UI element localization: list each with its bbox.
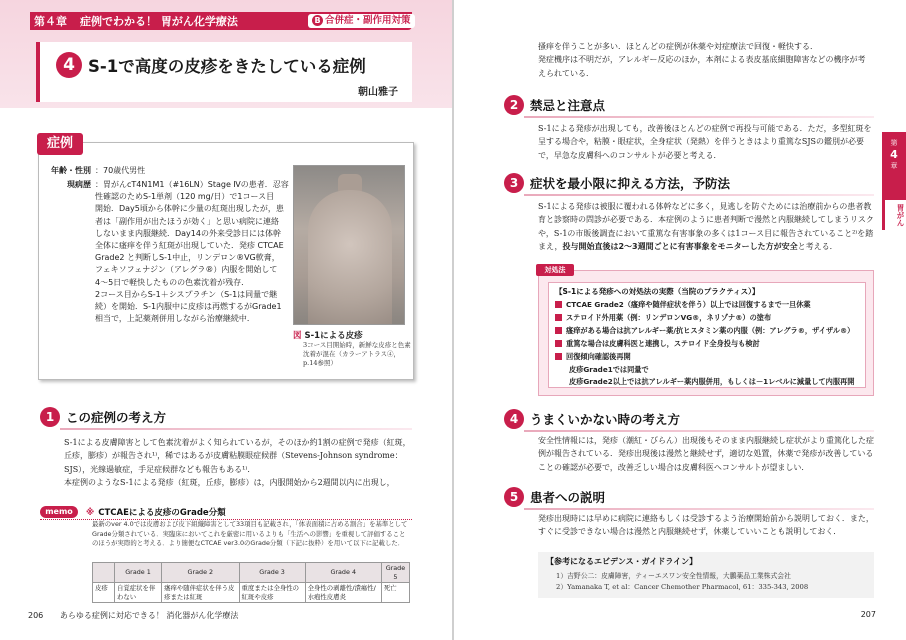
treatment-tag: 対処法 xyxy=(536,264,574,276)
section-5-heading xyxy=(504,486,874,510)
left-page xyxy=(0,0,452,640)
section-5-number: 5 xyxy=(504,487,524,507)
rash-photo xyxy=(293,165,405,325)
bullet-square-icon xyxy=(555,353,562,360)
section-1-number: 1 xyxy=(40,407,60,427)
side-tab-small-top: 第 xyxy=(890,139,898,147)
section-3-text xyxy=(538,200,874,254)
list-item xyxy=(555,326,854,336)
treatment-item-text: CTCAE Grade2（瘙痒や随伴症状を伴う）以上では回復するまで一旦休薬 xyxy=(566,300,811,309)
references-heading: 【参考になるエビデンス・ガイドライン】 xyxy=(546,557,698,566)
treatment-item-text: 回復傾向確認後再開 xyxy=(566,352,631,361)
history-line: 2コース目からS-1＋シスプラチン（S-1は同量で継 xyxy=(95,289,278,299)
grade-cell: 瘙痒や随伴症状を伴う皮疹または紅斑 xyxy=(162,583,239,603)
side-tab-chapter: 4 xyxy=(890,148,898,161)
memo-box xyxy=(40,506,412,608)
page-title: S-1で高度の皮疹をきたしている症例 xyxy=(88,57,366,76)
treatment-heading: 【S-1による発疹への対処法の実際（当院のプラクティス）】 xyxy=(555,287,760,296)
memo-title-text: CTCAEによる皮疹のGrade分類 xyxy=(98,508,226,518)
section-5-title: 患者への説明 xyxy=(530,490,606,505)
section-4-number: 4 xyxy=(504,409,524,429)
section-1-title: この症例の考え方 xyxy=(66,410,167,425)
memo-tag: memo xyxy=(40,506,78,518)
grade-cell: 自覚症状を伴わない xyxy=(115,583,162,603)
section-4-title: うまくいかない時の考え方 xyxy=(530,412,681,427)
section-3-number: 3 xyxy=(504,173,524,193)
list-item xyxy=(555,339,760,349)
side-tab-label: 胃がん xyxy=(882,200,906,230)
treatment-subitem: 皮疹Grade2以上では抗アレルギー薬内服併用，もしくは－1レベルに減量して内服再開 xyxy=(569,377,855,386)
page-number-right: 207 xyxy=(860,610,876,619)
grade-table-header xyxy=(93,563,410,583)
history-line: 続）を開始．S-1内服中に皮疹は再燃するがGrade1 xyxy=(95,302,282,312)
chapter-header-band xyxy=(0,0,452,108)
section-2-heading xyxy=(504,94,874,118)
section-b-badge xyxy=(308,14,415,28)
section-5-text: 発疹出現時には早めに病院に連絡もしくは受診するよう治療開始前から説明しておく．また，すぐに受診できない場合は漫然と内服継続せず，休薬していいことも説明しておく． xyxy=(538,514,874,537)
case-history-key: 現病歴 xyxy=(67,180,91,189)
history-line: 開始．Day5頃から体幹に少量の紅斑出現したが，患 xyxy=(95,204,284,214)
case-box xyxy=(38,136,414,380)
section-4-text: 安全性情報には，発疹（潮紅・びらん）出現後もそのまま内服継続し症状がより重篤化した症例が報告されている．発疹出現後は漫然と継続せず，適切な処置，休薬で発疹が改善していることの確認が必要で，改善乏しい場合は皮膚科医へコンサルトが望ましい． xyxy=(538,436,874,472)
history-line: フェキソフェナジン（アレグラ®）内服を開始して xyxy=(95,265,278,275)
history-line: 性確認のためS-1単剤（120 mg/日）で1コース目 xyxy=(95,192,275,202)
intro-line: えられている． xyxy=(538,68,594,78)
references-box xyxy=(538,552,874,598)
treatment-item-text: ステロイド外用薬（例：リンデロンVG®，ネリゾナ®）の塗布 xyxy=(566,313,772,322)
grade-header-cell: Grade 3 xyxy=(239,563,305,583)
figure-mark: 図 xyxy=(293,331,302,341)
section-1-paragraph-2: 本症例のようなS-1による発疹（紅斑，丘疹，膨疹）は，内服開始から2週間以内に出現し， xyxy=(64,478,395,487)
history-line: 者は「副作用が出たほうが効く」と思い病院に連絡 xyxy=(95,216,279,226)
intro-line: 搔痒を伴うことが多い．ほとんどの症例が休薬や対症療法で回復・軽快する． xyxy=(538,42,818,51)
history-line: 全体に瘙痒を伴う紅斑が出現していた．発疹 CTCAE xyxy=(95,241,284,251)
history-line: しないまま内服継続．Day14の外来受診日には体幹 xyxy=(95,228,281,238)
section-2-rule xyxy=(524,116,874,118)
author-name: 朝山雅子 xyxy=(358,87,398,98)
figure-label xyxy=(293,329,363,341)
history-line: Grade2 と判断しS-1中止，リンデロン®VG軟膏， xyxy=(95,253,280,263)
bullet-square-icon xyxy=(555,340,562,347)
case-age-key: 年齢・性別 xyxy=(51,166,91,175)
section-5-rule xyxy=(524,508,874,510)
right-page xyxy=(454,0,906,640)
case-tag: 症例 xyxy=(37,133,83,155)
case-age-value: ：70歳代男性 xyxy=(95,166,146,175)
grade-cell: 死亡 xyxy=(381,583,409,603)
reference-item: 1）吉野公二：皮膚障害，ティーエスワン安全性情報，大鵬薬品工業株式会社 xyxy=(556,572,791,580)
treatment-list xyxy=(548,282,866,388)
section-3-heading xyxy=(504,172,874,196)
photo-torso xyxy=(308,190,392,325)
figure-caption: 3コース目開始時，新鮮な皮疹と色素沈着が混在（カラーアトラス④，p.14参照） xyxy=(303,341,411,367)
treatment-subitem: 皮疹Grade1では同量で xyxy=(569,365,649,374)
section-4-heading xyxy=(504,408,874,432)
list-item xyxy=(555,313,771,323)
figure-label-text: S-1による皮疹 xyxy=(304,331,363,341)
list-item xyxy=(555,300,811,310)
grade-row-label: 皮疹 xyxy=(93,583,115,603)
history-line: 4～5日で軽快したものの色素沈着が残存． xyxy=(95,277,250,287)
title-number: 4 xyxy=(56,52,82,78)
grade-cell: 全身性の剥離性/潰瘍性/水疱性皮膚炎 xyxy=(305,583,381,603)
grade-header-cell xyxy=(93,563,115,583)
history-line: 相当で，上記薬剤併用しながら治療継続中． xyxy=(95,314,255,324)
case-history-text xyxy=(95,179,291,325)
reference-item: 2）Yamanaka T, et al：Cancer Chemother Pharmacol, 61：335-343, 2008 xyxy=(556,583,809,591)
chapter-label: 第４章 xyxy=(34,15,67,28)
section-3-text-end: と考える． xyxy=(797,242,838,252)
memo-body: 最新のver 4.0では皮膚および皮下組織障害として33項目も記載され，「体表面積に占める割合」を基準としてGrade分類されている．実臨床においてこれを厳密に用いるよりも「生活への影響」を重視して評価することのほうが実際的と考える．より簡便なCTCAE ver3.0のGrade分類（下記に抜粋）を用いて以下に記載した． xyxy=(92,520,408,548)
section-1-rule xyxy=(60,428,412,430)
history-line: ：胃がんcT4N1M1（#16LN）Stage Ⅳの患者．忍容 xyxy=(95,180,289,189)
footer-book-title: あらゆる症例に対応できる！ 消化器がん化学療法 xyxy=(59,611,239,620)
title-card xyxy=(36,42,412,102)
grade-header-cell: Grade 2 xyxy=(162,563,239,583)
bullet-square-icon xyxy=(555,301,562,308)
treatment-item-text: 瘙痒がある場合は抗アレルギー薬/抗ヒスタミン薬の内服（例：アレグラ®，ザイザル®） xyxy=(566,326,855,335)
section-2-number: 2 xyxy=(504,95,524,115)
left-footer xyxy=(28,610,238,621)
table-row xyxy=(93,583,410,603)
section-1-heading xyxy=(40,406,412,430)
section-3-rule xyxy=(524,194,874,196)
grade-cell: 重度または全身性の紅斑や皮疹 xyxy=(239,583,305,603)
section-2-text: S-1による発疹が出現しても，改善後ほとんどの症例で再投与可能である．ただ，多型紅斑を呈する場合や，粘膜・眼症状，全身症状（発熱）を伴うときはより重篤なSJSの鑑別が必要で，早急な皮膚科へのコンサルトが必要と考える． xyxy=(538,124,872,160)
intro-text xyxy=(538,40,874,80)
section-2-title: 禁忌と注意点 xyxy=(530,98,606,113)
grade-table xyxy=(92,562,410,603)
section-1-paragraph-1: S-1による皮膚障害として色素沈着がよく知られているが，そのほか約1割の症例で発疹（紅斑，丘疹，膨疹）が報告され¹⁾，稀ではあるが皮膚粘膜眼症候群（Stevens-Johnson syndrome：SJS），光線過敏症，手足症候群なども報告もある¹⁾． xyxy=(64,438,411,474)
memo-title xyxy=(86,506,226,518)
grade-header-cell: Grade 4 xyxy=(305,563,381,583)
section-4-rule xyxy=(524,430,874,432)
section-3-title: 症状を最小限に抑える方法，予防法 xyxy=(530,176,731,191)
section-3-text-bold: 投与開始直後は2～3週間ごとに有害事象をモニターした方が安全 xyxy=(562,242,798,252)
bullet-square-icon xyxy=(555,314,562,321)
memo-mark: ※ xyxy=(86,508,95,518)
grade-header-cell: Grade 5 xyxy=(381,563,409,583)
intro-line: 発症機序は不明だが，アレルギー反応のほか，本剤による表皮基底細胞障害などの機序が考 xyxy=(538,55,866,65)
grade-header-cell: Grade 1 xyxy=(115,563,162,583)
section-b-mark: B xyxy=(312,15,323,26)
side-tab-small-bottom: 章 xyxy=(890,162,898,170)
section-b-label: 合併症・副作用対策 xyxy=(325,15,411,26)
chapter-title: 症例でわかる！ 胃がん化学療法 xyxy=(80,15,238,28)
bullet-square-icon xyxy=(555,327,562,334)
treatment-item-text: 重篤な場合は皮膚科医と連携し，ステロイド全身投与も検討 xyxy=(566,339,760,348)
section-3-text-main: S-1による発疹は被服に覆われる体幹などに多く，見逃しを防ぐためには治療前からの患者教育と診察時の問診が必要である．本症例のように患者判断で漫然と内服継続してしまうリスクや，S-1の市販後調査において重篤な有害事象の多くは1コース目に報告されていること²⁾を踏まえ， xyxy=(538,202,874,252)
list-item xyxy=(555,352,631,362)
page-number-left: 206 xyxy=(28,611,44,620)
chapter-side-tab xyxy=(882,132,906,200)
